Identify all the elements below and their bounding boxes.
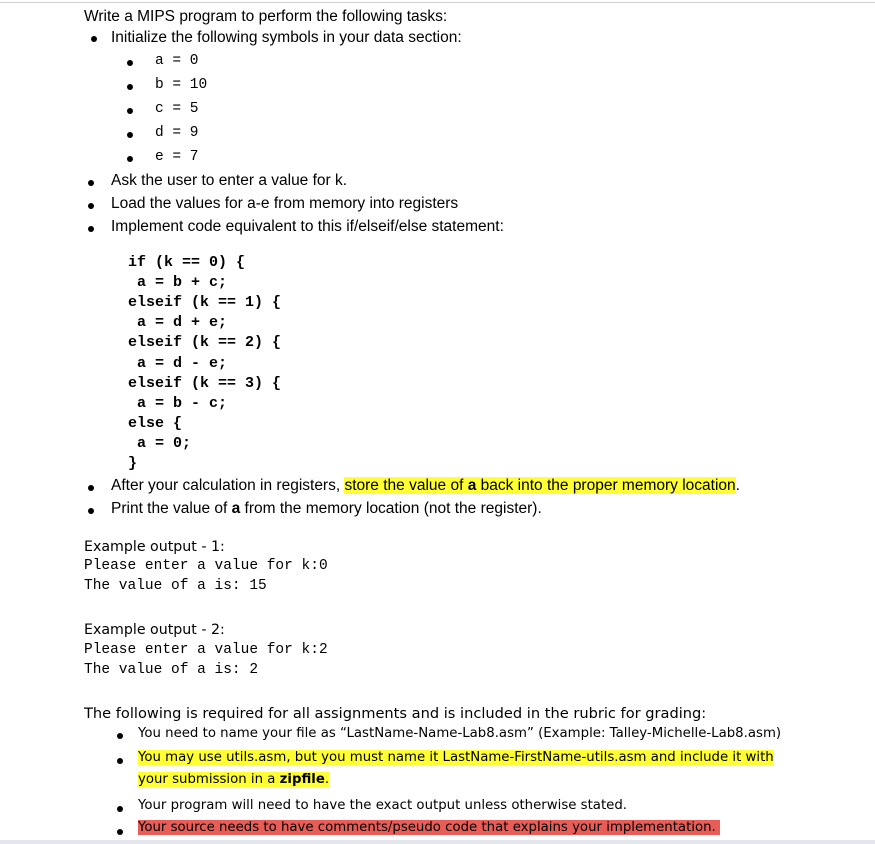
symbol-item: c = 5 [155, 101, 199, 117]
example-1-title: Example output - 1: [84, 539, 225, 555]
example-1-line-2: The value of a is: 15 [84, 578, 267, 594]
requirement-exact-output: Your program will need to have the exact output unless otherwise stated. [138, 798, 628, 813]
task-load: Load the values for a-e from memory into registers [111, 195, 459, 212]
bullet-icon [117, 758, 123, 764]
task-implement: Implement code equivalent to this if/elseif/else statement: [111, 218, 504, 235]
bullet-icon [117, 733, 123, 739]
bullet-icon [117, 806, 123, 812]
bullet-icon [117, 829, 123, 835]
requirements-intro: The following is required for all assignments and is included in the rubric for grading: [84, 705, 707, 722]
requirement-comments: Your source needs to have comments/pseudo code that explains your implementation. [138, 820, 720, 835]
example-1-line-1: Please enter a value for k:0 [84, 558, 328, 574]
bullet-icon [127, 84, 133, 90]
code-line: elseif (k == 3) { [128, 375, 282, 392]
code-line: a = d - e; [128, 355, 228, 372]
requirement-filename: You need to name your file as “LastName-Name-Lab8.asm” (Example: Talley-Michelle-Lab8.asm) [138, 726, 782, 741]
symbol-item: b = 10 [155, 77, 208, 93]
code-line: a = b + c; [128, 274, 228, 291]
code-line: a = d + e; [128, 314, 228, 331]
bullet-icon [88, 226, 94, 232]
code-line: a = 0; [128, 435, 192, 452]
requirement-utils-line-1: You may use utils.asm, but you must name it LastName-FirstName-utils.asm and include it with [138, 750, 774, 765]
top-rule [0, 2, 875, 3]
bullet-icon [88, 485, 94, 491]
bottom-rule [0, 840, 875, 844]
example-2-line-1: Please enter a value for k:2 [84, 642, 328, 658]
task-ask: Ask the user to enter a value for k. [111, 172, 348, 189]
bullet-icon [127, 156, 133, 162]
bullet-icon [127, 108, 133, 114]
task-initialize: Initialize the following symbols in your data section: [111, 29, 462, 46]
bullet-icon [88, 203, 94, 209]
intro-text: Write a MIPS program to perform the following tasks: [84, 8, 448, 25]
bullet-icon [127, 60, 133, 66]
code-line: } [128, 455, 138, 472]
code-line: else { [128, 415, 183, 432]
symbol-item: e = 7 [155, 149, 199, 165]
task-print: Print the value of a from the memory location (not the register). [111, 500, 542, 517]
requirement-utils-line-2: your submission in a zipfile. [138, 772, 330, 787]
highlight-store: store the value of a back into the proper memory location [344, 477, 736, 494]
bullet-icon [91, 36, 97, 42]
symbol-item: d = 9 [155, 125, 199, 141]
code-line: elseif (k == 1) { [128, 294, 282, 311]
code-line: elseif (k == 2) { [128, 334, 282, 351]
example-2-line-2: The value of a is: 2 [84, 662, 259, 678]
code-line: if (k == 0) { [128, 254, 246, 271]
task-store: After your calculation in registers, store the value of a back into the proper memory location. [111, 477, 740, 494]
example-2-title: Example output - 2: [84, 622, 225, 638]
bullet-icon [127, 132, 133, 138]
code-line: a = b - c; [128, 395, 228, 412]
bullet-icon [88, 508, 94, 514]
bullet-icon [88, 180, 94, 186]
symbol-item: a = 0 [155, 53, 199, 69]
